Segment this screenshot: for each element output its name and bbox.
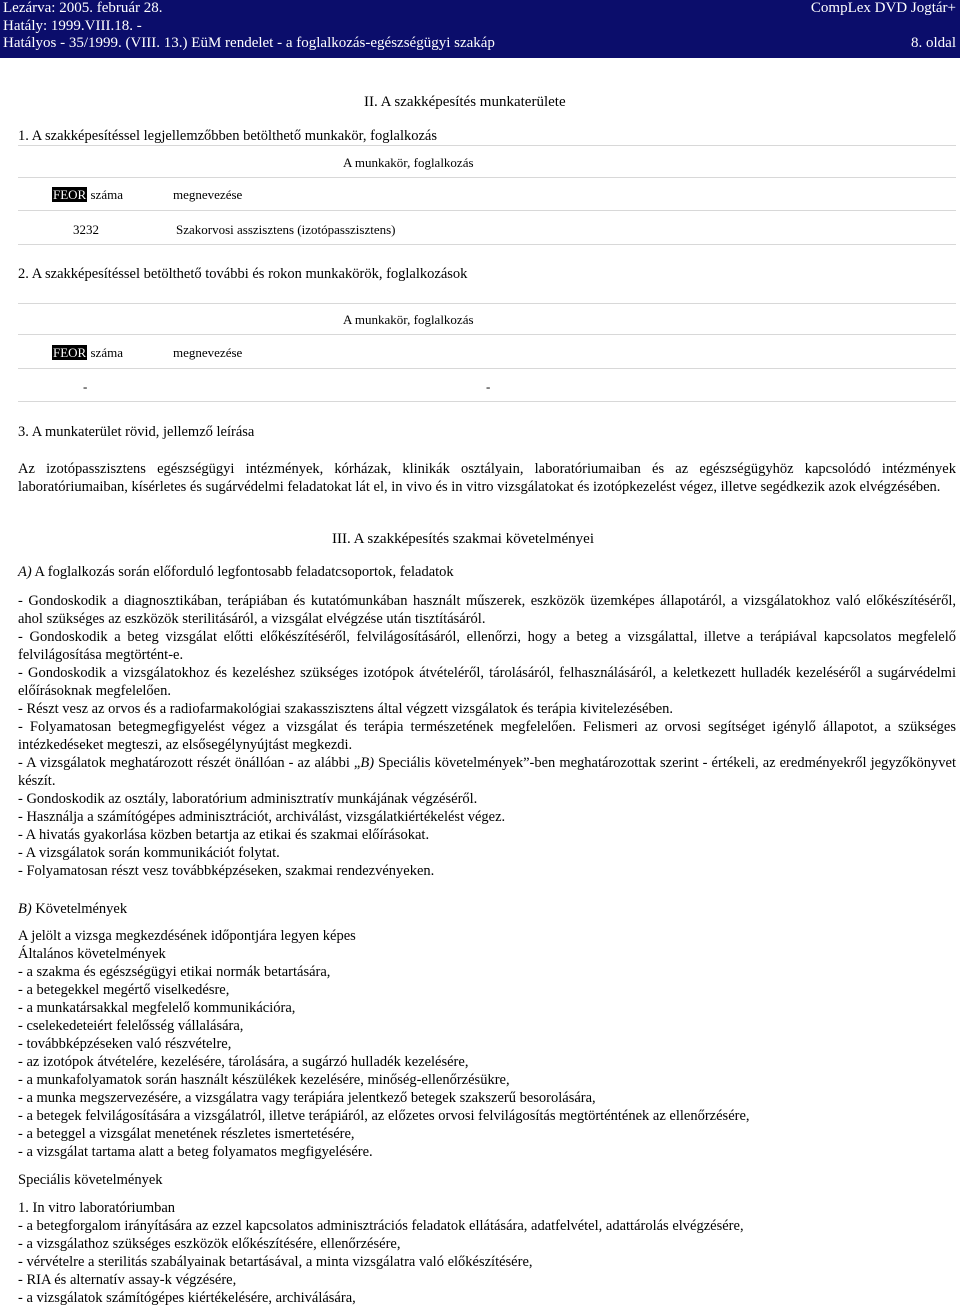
- section3-title: III. A szakképesítés szakmai követelményei: [332, 531, 594, 547]
- list-item: - a beteggel a vizsgálat menetének részletes ismertetésére,: [18, 1126, 355, 1142]
- page-header: [0, 0, 960, 58]
- table2-bottom-border: [18, 401, 956, 402]
- sub3-title: 3. A munkaterület rövid, jellemző leírása: [18, 424, 255, 440]
- page-number: 8. oldal: [911, 35, 956, 51]
- list-item: - a munka megszervezésére, a vizsgálatra vagy terápiára jelentkező betegek szakszerű besorolására,: [18, 1090, 596, 1106]
- list-item: - Gondoskodik a diagnosztikában, terápiában és kutatómunkában használt műszerek, eszközök üzemképes állapotáról, a vizsgálatokhoz való előkészítéséről, ahol szükséges az eszközök sterilitásáról, a vizsgálat elvégzése után tisztításáról.: [18, 593, 956, 627]
- list-item: - A vizsgálatok során kommunikációt folytat.: [18, 845, 280, 861]
- b-intro: A jelölt a vizsga megkezdésének időpontjára legyen képes: [18, 928, 356, 944]
- sub1-title: 1. A szakképesítéssel legjellemzőbben betölthető munkakör, foglalkozás: [18, 128, 437, 144]
- list-item: - cselekedeteiért felelősség vállalására,: [18, 1018, 244, 1034]
- closing-date: Lezárva: 2005. február 28.: [3, 0, 163, 16]
- feor-label[interactable]: FEOR: [53, 345, 87, 360]
- list-item: - Folyamatosan részt vesz továbbképzéseken, szakmai rendezvényeken.: [18, 863, 435, 879]
- table1-rule: [18, 210, 956, 211]
- list-item: - Gondoskodik a vizsgálatokhoz és kezeléshez szükséges izotópok átvételéről, tárolásáról, felhasználásáról, a keletkezett hulladék kezeléséről a sugárvédelmi előírásoknak megfelelően.: [18, 665, 956, 699]
- table2-group-header: A munkakör, foglalkozás: [343, 312, 474, 327]
- table2-col-feor: FEOR száma: [53, 345, 123, 360]
- list-item: - a vizsgálatok számítógépes kiértékelésére, archiválására,: [18, 1290, 356, 1306]
- table1-top-border: [18, 145, 956, 146]
- list-item: - RIA és alternatív assay-k végzésére,: [18, 1272, 237, 1288]
- table2-rule: [18, 368, 956, 369]
- list-item: - a betegek felvilágosítására a vizsgálatról, illetve terápiáról, az előzetes orvosi felvilágosítás megtörténtének az ellenőrzésére,: [18, 1108, 750, 1124]
- list-item: - a szakma és egészségügyi etikai normák betartására,: [18, 964, 331, 980]
- list-item: - a betegforgalom irányítására az ezzel kapcsolatos adminisztrációs feladatok ellátására, adatfelvétel, adattárolás elvégzésére,: [18, 1218, 744, 1234]
- b-title: B) Követelmények: [18, 901, 128, 917]
- list-item: - a munkatársakkal megfelelő kommunikációra,: [18, 1000, 296, 1016]
- b-general-title: Általános követelmények: [18, 946, 166, 962]
- table1-col-feor: FEOR száma: [53, 187, 123, 202]
- list-item: - Használja a számítógépes adminisztrációt, archiválást, vizsgálatkiértékelést végez.: [18, 809, 506, 825]
- list-item: - Részt vesz az orvos és a radiofarmakológiai szakasszisztens által végzett vizsgálatok és terápia kivitelezésében.: [18, 701, 674, 717]
- section2-title: II. A szakképesítés munkaterülete: [364, 94, 566, 110]
- b-requirements: [18, 927, 956, 1161]
- table1-row-code: 3232: [73, 222, 99, 237]
- table1-col-name: megnevezése: [173, 187, 243, 202]
- list-item: - vérvételre a sterilitás szabályainak betartásával, a minta vizsgálatra való előkészítésére,: [18, 1254, 533, 1270]
- a-title: A) A foglalkozás során előforduló legfontosabb feladatcsoportok, feladatok: [18, 564, 454, 580]
- feor-label[interactable]: FEOR: [53, 187, 87, 202]
- list-item: - A hivatás gyakorlása közben betartja az etikai és szakmai előírásokat.: [18, 827, 430, 843]
- table2-col-name: megnevezése: [173, 345, 243, 360]
- list-item: - továbbképzéseken való részvételre,: [18, 1036, 232, 1052]
- table2-row-name: -: [486, 379, 491, 394]
- table2-row-code: -: [83, 379, 88, 394]
- list-item: - a betegekkel megértő viselkedésre,: [18, 982, 230, 998]
- document-title: Hatályos - 35/1999. (VIII. 13.) EüM rendelet - a foglalkozás-egészségügyi szakáp: [3, 35, 495, 51]
- table2-rule: [18, 334, 956, 335]
- list-item: - a vizsgálat tartama alatt a beteg folyamatos megfigyelésére.: [18, 1144, 373, 1160]
- table1-group-header: A munkakör, foglalkozás: [343, 155, 474, 170]
- table1-row-name: Szakorvosi asszisztens (izotópasszisztens): [176, 222, 396, 237]
- table2-top-border: [18, 303, 956, 304]
- sub2-title: 2. A szakképesítéssel betölthető további és rokon munkakörök, foglalkozások: [18, 266, 468, 282]
- table1-rule: [18, 177, 956, 178]
- app-name: CompLex DVD Jogtár+: [810, 0, 956, 16]
- list-item: - Folyamatosan betegmegfigyelést végez a vizsgálat és terápia természetének megfelelően. Felismeri az orvosi segítséget igénylő állapotot, a szükséges intézkedéseket megteszi, az elsősegélynyújtást megkezdi.: [18, 719, 956, 753]
- list-item: - Gondoskodik a beteg vizsgálat előtti előkészítéséről, felvilágosításáról, ellenőrzi, hogy a beteg a vizsgálattal, illetve a terápiával kapcsolatos megfelelő felvilágosítása megtörtént-e.: [18, 629, 956, 663]
- list-item: - az izotópok átvételére, kezelésére, tárolására, a sugárzó hulladék kezelésére,: [18, 1054, 469, 1070]
- list-item: - Gondoskodik az osztály, laboratórium adminisztratív munkájának végzéséről.: [18, 791, 478, 807]
- b-special-list: [18, 1199, 956, 1307]
- effective-date: Hatály: 1999.VIII.18. -: [3, 18, 142, 34]
- b-special-sub: 1. In vitro laboratóriumban: [18, 1200, 176, 1216]
- b-special-title: Speciális követelmények: [18, 1172, 163, 1188]
- list-item: - a vizsgálathoz szükséges eszközök előkészítésére, ellenőrzésére,: [18, 1236, 401, 1252]
- sub3-text: Az izotópasszisztens egészségügyi intézmények, kórházak, klinikák osztályain, laboratóriumaiban és az egészségügyhöz kapcsolódó intézmények laboratóriumaiban, kísérletes és sugárvédelmi feladatokat lát el, in vivo és in vitro vizsgálatokat és izotópkezelést végez, illetve segédkezik azok elvégzésében.: [18, 461, 956, 495]
- a-task-list: [18, 592, 956, 880]
- table1-bottom-border: [18, 244, 956, 245]
- list-item: - a munkafolyamatok során használt készülékek kezelésére, minőség-ellenőrzésükre,: [18, 1072, 510, 1088]
- list-item: - A vizsgálatok meghatározott részét önállóan - az alábbi „B) Speciális követelmények”-ben meghatározottak szerint - értékeli, az eredményekről jegyzőkönyvet készít.: [18, 755, 956, 789]
